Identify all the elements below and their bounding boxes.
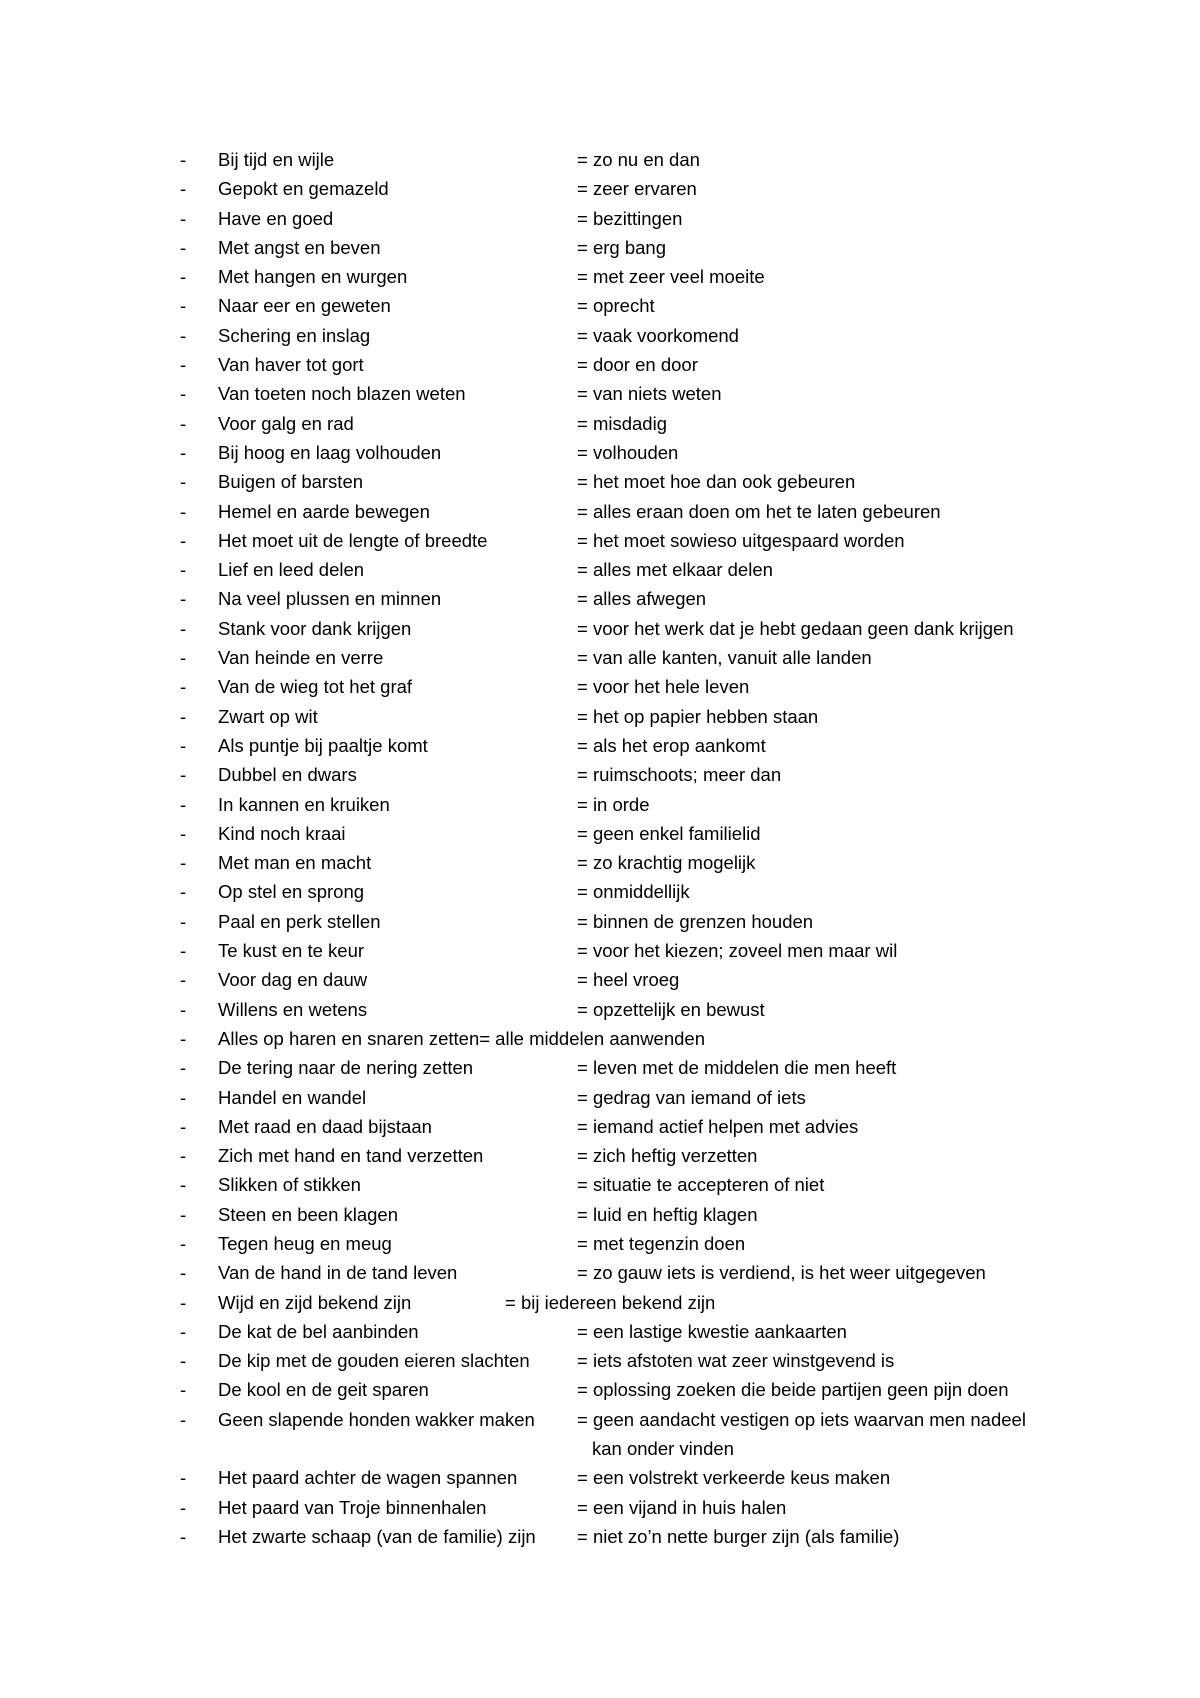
idiom-phrase: Geen slapende honden wakker maken	[218, 1408, 535, 1430]
idiom-phrase: Schering en inslag	[218, 324, 371, 346]
idiom-meaning: = alles eraan doen om het te laten gebeuren	[577, 500, 941, 522]
list-dash: -	[180, 295, 187, 317]
list-item	[180, 174, 1080, 203]
idiom-phrase: Have en goed	[218, 207, 334, 229]
idiom-meaning: = heel vroeg	[577, 969, 680, 991]
idiom-phrase: In kannen en kruiken	[218, 793, 390, 815]
idiom-phrase: Bij hoog en laag volhouden	[218, 441, 442, 463]
list-item	[180, 1463, 1080, 1492]
idiom-meaning: = erg bang	[577, 236, 666, 258]
idiom-phrase: Met man en macht	[218, 852, 372, 874]
list-item	[180, 1522, 1080, 1551]
idiom-meaning: = met tegenzin doen	[577, 1232, 746, 1254]
idiom-phrase: De tering naar de nering zetten	[218, 1057, 474, 1079]
list-dash: -	[180, 1262, 187, 1284]
idiom-meaning: = zo gauw iets is verdiend, is het weer uitgegeven	[577, 1262, 986, 1284]
idiom-meaning: = ruimschoots; meer dan	[577, 764, 782, 786]
list-item	[180, 1346, 1080, 1375]
idiom-meaning: = gedrag van iemand of iets	[577, 1086, 806, 1108]
list-item	[180, 409, 1080, 438]
idiom-phrase: Alles op haren en snaren zetten	[218, 1027, 480, 1049]
idiom-meaning: = in orde	[577, 793, 650, 815]
idiom-phrase: Zich met hand en tand verzetten	[218, 1145, 484, 1167]
list-dash: -	[180, 793, 187, 815]
idiom-meaning: = alles met elkaar delen	[577, 559, 773, 581]
idiom-meaning: = luid en heftig klagen	[577, 1203, 758, 1225]
list-item	[180, 1493, 1080, 1522]
idiom-phrase: Naar eer en geweten	[218, 295, 391, 317]
idiom-phrase: Lief en leed delen	[218, 559, 365, 581]
idiom-phrase: De kool en de geit sparen	[218, 1379, 429, 1401]
list-dash: -	[180, 1525, 187, 1547]
list-dash: -	[180, 383, 187, 405]
idiom-phrase: Van de hand in de tand leven	[218, 1262, 458, 1284]
idiom-phrase: Na veel plussen en minnen	[218, 588, 442, 610]
list-dash: -	[180, 1350, 187, 1372]
list-item	[180, 848, 1080, 877]
list-item	[180, 233, 1080, 262]
list-dash: -	[180, 881, 187, 903]
idiom-meaning: = zeer ervaren	[577, 178, 697, 200]
idiom-phrase: Het zwarte schaap (van de familie) zijn	[218, 1525, 536, 1547]
idiom-phrase: Het moet uit de lengte of breedte	[218, 529, 488, 551]
list-dash: -	[180, 1203, 187, 1225]
idiom-phrase: Met angst en beven	[218, 236, 381, 258]
list-item	[180, 907, 1080, 936]
idiom-phrase: Voor dag en dauw	[218, 969, 368, 991]
idiom-meaning: = zo nu en dan	[577, 149, 700, 170]
list-item	[180, 204, 1080, 233]
list-item	[180, 584, 1080, 613]
idiom-meaning: = zich heftig verzetten	[577, 1145, 758, 1167]
list-item	[180, 731, 1080, 760]
list-item	[180, 1288, 1080, 1317]
list-dash: -	[180, 471, 187, 493]
list-item	[180, 760, 1080, 789]
list-item	[180, 467, 1080, 496]
list-dash: -	[180, 1408, 187, 1430]
list-dash: -	[180, 207, 187, 229]
list-dash: -	[180, 559, 187, 581]
idiom-meaning: = voor het werk dat je hebt gedaan geen dank krijgen	[577, 617, 1014, 639]
list-dash: -	[180, 1291, 187, 1313]
idiom-meaning: = geen aandacht vestigen op iets waarvan men nadeel kan onder vinden	[577, 1408, 1026, 1460]
idiom-phrase: Dubbel en dwars	[218, 764, 357, 786]
list-dash: -	[180, 236, 187, 258]
idiom-phrase: Tegen heug en meug	[218, 1232, 392, 1254]
idiom-meaning: = bezittingen	[577, 207, 683, 229]
list-item	[180, 702, 1080, 731]
idiom-meaning: = het moet hoe dan ook gebeuren	[577, 471, 856, 493]
list-dash: -	[180, 412, 187, 434]
list-dash: -	[180, 1379, 187, 1401]
list-item	[180, 1024, 1080, 1053]
list-dash: -	[180, 734, 187, 756]
list-item	[180, 1053, 1080, 1082]
idiom-phrase: Gepokt en gemazeld	[218, 178, 389, 200]
list-item	[180, 379, 1080, 408]
list-dash: -	[180, 266, 187, 288]
list-dash: -	[180, 1086, 187, 1108]
idiom-meaning: = een volstrekt verkeerde keus maken	[577, 1467, 891, 1489]
idiom-meaning: = opzettelijk en bewust	[577, 998, 765, 1020]
idiom-meaning: = voor het hele leven	[577, 676, 750, 698]
list-item	[180, 1083, 1080, 1112]
idiom-meaning: = met zeer veel moeite	[577, 266, 765, 288]
list-dash: -	[180, 910, 187, 932]
idiom-phrase: Op stel en sprong	[218, 881, 365, 903]
idiom-meaning: = oplossing zoeken die beide partijen geen pijn doen	[577, 1379, 1009, 1401]
idiom-meaning: = als het erop aankomt	[577, 734, 766, 756]
list-dash: -	[180, 764, 187, 786]
idiom-phrase: De kat de bel aanbinden	[218, 1320, 419, 1342]
idiom-meaning: = geen enkel familielid	[577, 822, 761, 844]
list-dash: -	[180, 1232, 187, 1254]
list-item	[180, 145, 1080, 174]
list-item	[180, 877, 1080, 906]
idiom-meaning: = niet zo’n nette burger zijn (als familie)	[577, 1525, 900, 1547]
list-dash: -	[180, 1174, 187, 1196]
list-dash: -	[180, 500, 187, 522]
idiom-meaning: = alle middelen aanwenden	[479, 1027, 706, 1049]
idiom-meaning: = een vijand in huis halen	[577, 1496, 787, 1518]
list-item	[180, 350, 1080, 379]
idiom-phrase: Het paard van Troje binnenhalen	[218, 1496, 487, 1518]
list-dash: -	[180, 1057, 187, 1079]
list-item	[180, 321, 1080, 350]
list-dash: -	[180, 1496, 187, 1518]
idiom-phrase: Bij tijd en wijle	[218, 149, 335, 170]
list-dash: -	[180, 617, 187, 639]
idiom-meaning: = van alle kanten, vanuit alle landen	[577, 647, 872, 669]
idiom-meaning: = door en door	[577, 354, 698, 376]
list-item	[180, 1375, 1080, 1404]
list-dash: -	[180, 588, 187, 610]
list-item	[180, 936, 1080, 965]
list-item	[180, 614, 1080, 643]
list-item	[180, 526, 1080, 555]
idiom-phrase: Van toeten noch blazen weten	[218, 383, 466, 405]
idiom-list	[180, 145, 1080, 1551]
idiom-meaning: = voor het kiezen; zoveel men maar wil	[577, 940, 898, 962]
idiom-phrase: Hemel en aarde bewegen	[218, 500, 430, 522]
list-dash: -	[180, 940, 187, 962]
list-dash: -	[180, 705, 187, 727]
idiom-meaning: = misdadig	[577, 412, 667, 434]
list-item	[180, 1317, 1080, 1346]
idiom-meaning: = het moet sowieso uitgespaard worden	[577, 529, 905, 551]
idiom-phrase: Het paard achter de wagen spannen	[218, 1467, 518, 1489]
idiom-phrase: Met raad en daad bijstaan	[218, 1115, 432, 1137]
list-dash: -	[180, 149, 187, 170]
list-dash: -	[180, 1467, 187, 1489]
idiom-phrase: Voor galg en rad	[218, 412, 354, 434]
list-dash: -	[180, 969, 187, 991]
idiom-meaning: = oprecht	[577, 295, 655, 317]
idiom-meaning: = vaak voorkomend	[577, 324, 739, 346]
list-item	[180, 1258, 1080, 1287]
list-dash: -	[180, 852, 187, 874]
idiom-meaning: = leven met de middelen die men heeft	[577, 1057, 897, 1079]
list-dash: -	[180, 324, 187, 346]
idiom-phrase: Kind noch kraai	[218, 822, 346, 844]
idiom-meaning: = situatie te accepteren of niet	[577, 1174, 825, 1196]
idiom-phrase: Stank voor dank krijgen	[218, 617, 412, 639]
list-item	[180, 790, 1080, 819]
list-dash: -	[180, 998, 187, 1020]
list-item	[180, 1170, 1080, 1199]
idiom-meaning: = iets afstoten wat zeer winstgevend is	[577, 1350, 895, 1372]
idiom-phrase: Zwart op wit	[218, 705, 318, 727]
list-item	[180, 643, 1080, 672]
list-item	[180, 819, 1080, 848]
idiom-phrase: Van haver tot gort	[218, 354, 364, 376]
list-dash: -	[180, 676, 187, 698]
list-dash: -	[180, 1320, 187, 1342]
idiom-meaning: = volhouden	[577, 441, 679, 463]
idiom-meaning: = iemand actief helpen met advies	[577, 1115, 859, 1137]
idiom-phrase: Steen en been klagen	[218, 1203, 399, 1225]
list-item	[180, 995, 1080, 1024]
idiom-phrase: Paal en perk stellen	[218, 910, 381, 932]
idiom-phrase: Te kust en te keur	[218, 940, 365, 962]
idiom-meaning: = bij iedereen bekend zijn	[505, 1291, 716, 1313]
idiom-meaning: = alles afwegen	[577, 588, 707, 610]
idiom-meaning: = het op papier hebben staan	[577, 705, 819, 727]
idiom-phrase: De kip met de gouden eieren slachten	[218, 1350, 530, 1372]
list-item	[180, 1405, 1080, 1464]
list-dash: -	[180, 1115, 187, 1137]
list-item	[180, 672, 1080, 701]
idiom-phrase: Als puntje bij paaltje komt	[218, 734, 428, 756]
idiom-phrase-inline	[218, 1024, 705, 1053]
idiom-meaning: = een lastige kwestie aankaarten	[577, 1320, 847, 1342]
list-item	[180, 291, 1080, 320]
idiom-meaning: = onmiddellijk	[577, 881, 690, 903]
list-item	[180, 1141, 1080, 1170]
idiom-phrase: Slikken of stikken	[218, 1174, 361, 1196]
idiom-meaning: = binnen de grenzen houden	[577, 910, 814, 932]
list-dash: -	[180, 1145, 187, 1167]
idiom-phrase: Wijd en zijd bekend zijn	[218, 1291, 412, 1313]
idiom-phrase: Met hangen en wurgen	[218, 266, 408, 288]
idiom-phrase: Van heinde en verre	[218, 647, 384, 669]
list-item	[180, 438, 1080, 467]
list-item	[180, 555, 1080, 584]
idiom-phrase: Van de wieg tot het graf	[218, 676, 413, 698]
list-dash: -	[180, 354, 187, 376]
list-item	[180, 965, 1080, 994]
list-item	[180, 497, 1080, 526]
idiom-meaning: = zo krachtig mogelijk	[577, 852, 756, 874]
list-dash: -	[180, 1027, 187, 1049]
list-item	[180, 1229, 1080, 1258]
list-dash: -	[180, 822, 187, 844]
list-dash: -	[180, 529, 187, 551]
idiom-phrase: Buigen of barsten	[218, 471, 364, 493]
idiom-phrase: Handel en wandel	[218, 1086, 367, 1108]
list-item	[180, 1112, 1080, 1141]
list-item	[180, 262, 1080, 291]
list-dash: -	[180, 441, 187, 463]
idiom-phrase: Willens en wetens	[218, 998, 368, 1020]
list-item	[180, 1200, 1080, 1229]
idiom-meaning: = van niets weten	[577, 383, 722, 405]
list-dash: -	[180, 647, 187, 669]
list-dash: -	[180, 178, 187, 200]
